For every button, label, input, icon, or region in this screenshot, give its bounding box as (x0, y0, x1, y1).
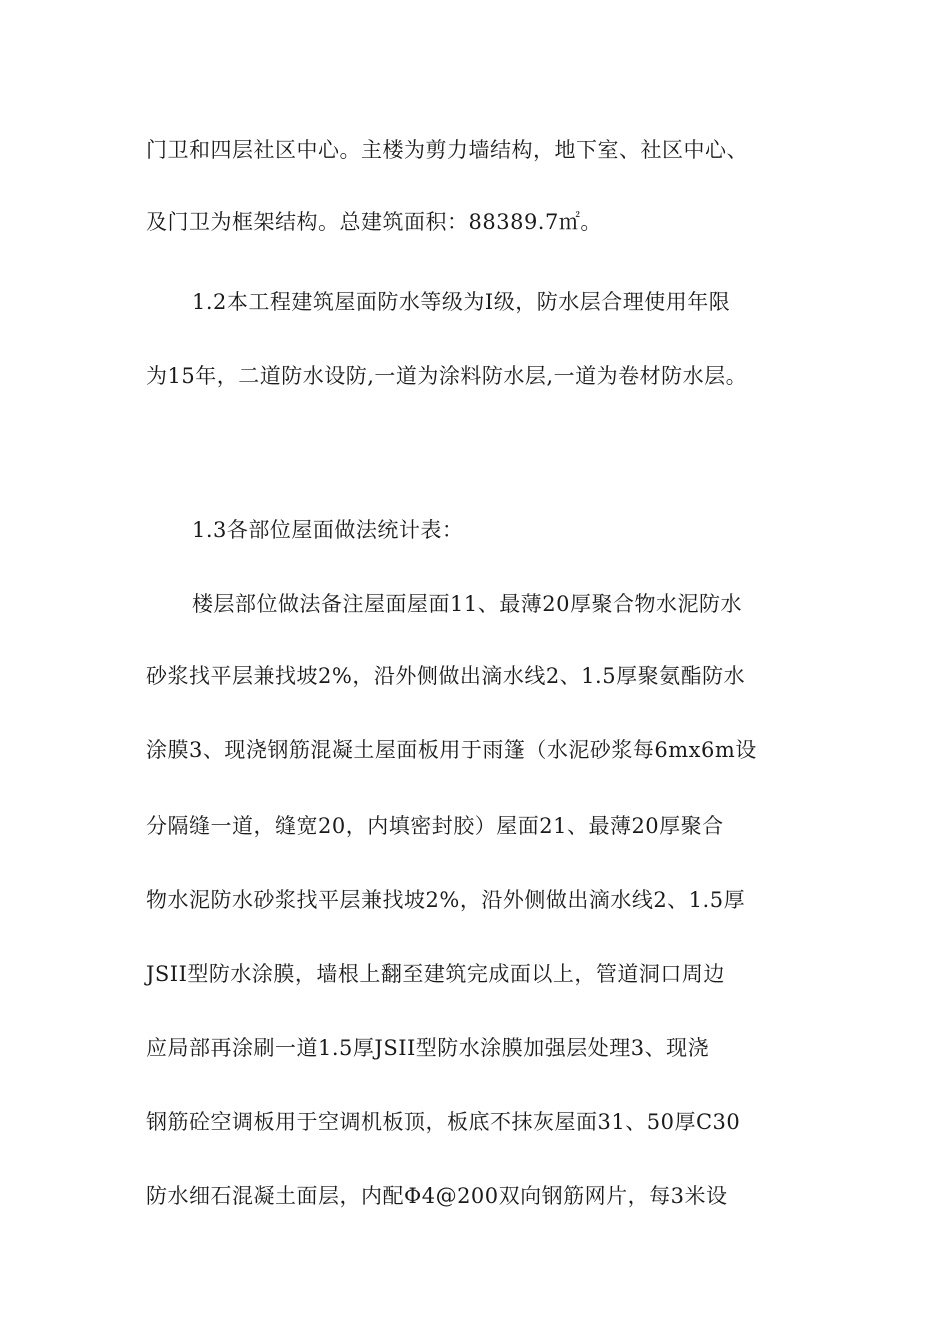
body-text-line: JSII型防水涂膜，墙根上翻至建筑完成面以上，管道洞口周边 (146, 962, 725, 986)
body-text-line: 楼层部位做法备注屋面屋面11、最薄20厚聚合物水泥防水 (192, 592, 742, 616)
body-text-line: 物水泥防水砂浆找平层兼找坡2%，沿外侧做出滴水线2、1.5厚 (146, 888, 746, 912)
section-1-2-line: 1.2本工程建筑屋面防水等级为Ⅰ级，防水层合理使用年限 (192, 290, 731, 314)
body-text-line: 及门卫为框架结构。总建筑面积：88389.7㎡。 (146, 210, 602, 234)
body-text-line: 砂浆找平层兼找坡2%，沿外侧做出滴水线2、1.5厚聚氨酯防水 (146, 664, 746, 688)
body-text-line: 为15年，二道防水设防,一道为涂料防水层,一道为卷材防水层。 (146, 364, 748, 388)
section-1-3-heading: 1.3各部位屋面做法统计表： (192, 518, 464, 542)
body-text-line: 应局部再涂刷一道1.5厚JSII型防水涂膜加强层处理3、现浇 (146, 1036, 710, 1060)
body-text-line: 钢筋砼空调板用于空调机板顶，板底不抹灰屋面31、50厚C30 (146, 1110, 741, 1134)
body-text-line: 防水细石混凝土面层，内配Φ4@200双向钢筋网片，每3米设 (146, 1184, 728, 1208)
body-text-line: 分隔缝一道，缝宽20，内填密封胶）屋面21、最薄20厚聚合 (146, 814, 724, 838)
body-text-line: 门卫和四层社区中心。主楼为剪力墙结构，地下室、社区中心、 (146, 138, 748, 162)
body-text-line: 涂膜3、现浇钢筋混凝土屋面板用于雨篷（水泥砂浆每6mx6m设 (146, 738, 757, 762)
